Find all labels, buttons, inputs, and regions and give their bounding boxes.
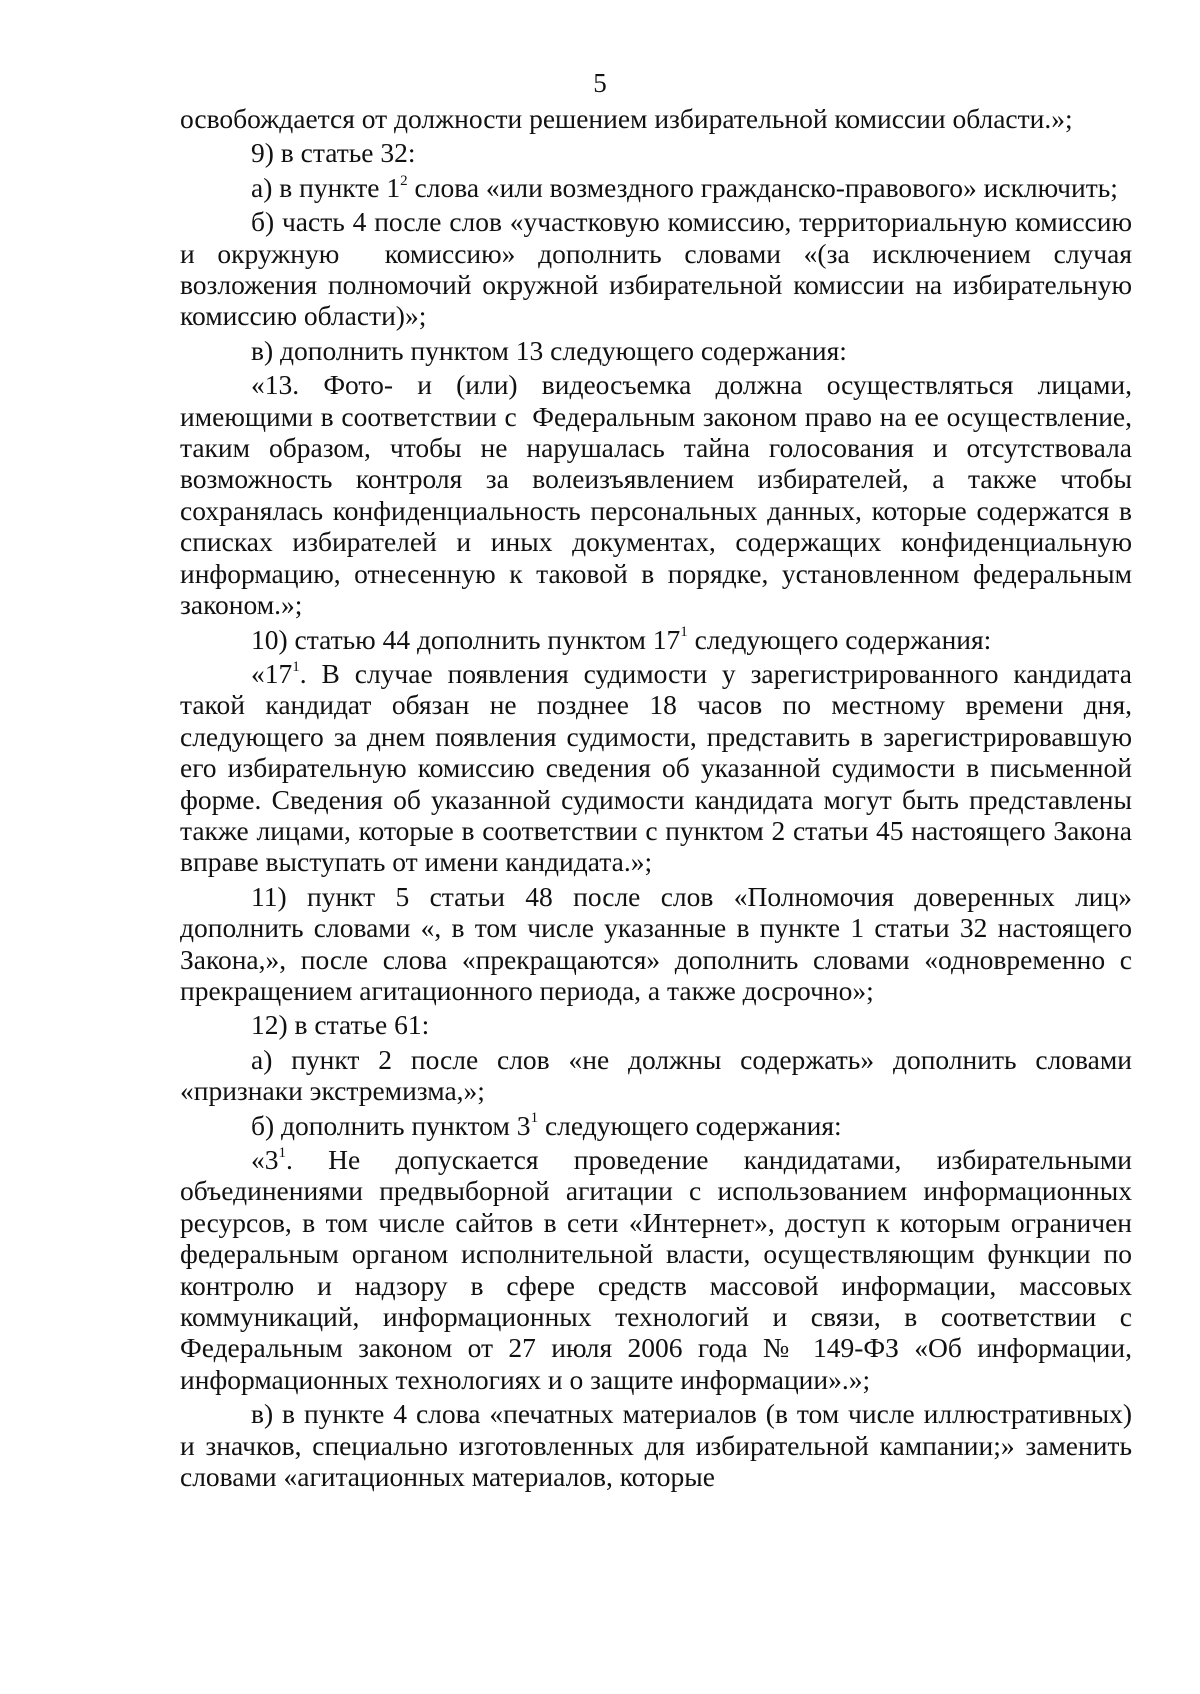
paragraph-text: освобождается от должности решением избирательной комиссии области.»; (180, 103, 1073, 134)
paragraph (180, 880, 1139, 1007)
paragraph (180, 206, 1139, 332)
paragraph-text: б) дополнить пунктом 3 (251, 1109, 531, 1141)
paragraph-text: 11) пункт 5 статьи 48 после слов «Полномочия доверенных лиц» дополнить словами «, в том числе указанные в пункте 1 статьи 32 настоящего Закона,», после слова «прекращаются» дополнить словами «одновременно с прекращением агитационного периода, а также досрочно»; (180, 880, 1139, 1006)
paragraph (180, 172, 1132, 203)
paragraph-text: следующего содержания: (538, 1109, 842, 1141)
paragraph (180, 1043, 1139, 1107)
paragraph-text: следующего содержания: (687, 623, 992, 655)
paragraph (180, 624, 1132, 655)
paragraph-text: б) часть 4 после слов «участковую комиссию, территориальную комиссию и окружную комиссию» дополнить словами «(за исключением случая возложения полномочий окружной избирательной комиссии на избирательную комиссию области)»; (180, 206, 1139, 332)
paragraph (180, 137, 1132, 168)
paragraph-text: в) дополнить пунктом 13 следующего содержания: (251, 334, 847, 366)
paragraph-text: а) пункт 2 после слов «не должны содержать» дополнить словами «признаки экстремизма,»; (180, 1043, 1139, 1107)
paragraph-text: . В случае появления судимости у зарегистрированного кандидата такой кандидат обязан не позднее 18 часов по местному времени дня, следующего за днем появления судимости, представить в зарегистрировавшую его избирательную комиссию сведения об указанной судимости в письменной форме. Сведения об указанной судимости кандидата могут быть представлены также лицами, которые в соответствии с пунктом 2 статьи 45 настоящего Закона вправе выступать от имени кандидата.»; (180, 657, 1139, 878)
paragraph-text: «17 (251, 657, 293, 689)
paragraph-text: 10) статью 44 дополнить пунктом 17 (251, 623, 681, 655)
paragraph-text: слова «или возмездного гражданско-правового» исключить; (407, 171, 1118, 203)
paragraph (180, 657, 1139, 878)
paragraph-text: а) в пункте 1 (251, 171, 401, 203)
paragraph-text: в) в пункте 4 слова «печатных материалов (в том числе иллюстративных) и значков, специально изготовленных для избирательной кампании;» заменить словами «агитационных материалов, которые (180, 1398, 1139, 1493)
superscript-index: 1 (292, 658, 300, 675)
paragraph-text: . Не допускается проведение кандидатами, избирательными объединениями предвыборной агитации с использованием информационных ресурсов, в том числе сайтов в сети «Интернет», доступ к которым ограничен федеральным органом исполнительной власти, осуществляющим функции по контролю и надзору в сфере средств массовой информации, массовых коммуникаций, информационных технологий и связи, в соответствии с Федеральным законом от 27 июля 2006 года № 149-ФЗ «Об информации, информационных технологиях и о защите информации».»; (180, 1144, 1139, 1395)
paragraph (180, 1144, 1139, 1395)
paragraph-text: «3 (251, 1144, 279, 1175)
paragraph (180, 335, 1132, 366)
superscript-index: 1 (680, 624, 688, 641)
superscript-index: 1 (278, 1144, 286, 1161)
superscript-index: 2 (400, 172, 408, 189)
page-number: 5 (593, 68, 607, 98)
paragraph-text: 12) в статье 61: (251, 1009, 430, 1041)
paragraph (180, 1398, 1139, 1493)
paragraph (180, 369, 1139, 621)
paragraph-text: 9) в статье 32: (251, 137, 416, 169)
paragraph-text: «13. Фото- и (или) видеосъемка должна осуществляться лицами, имеющими в соответствии с Федеральным законом право на ее осуществление, таким образом, чтобы не нарушалась тайна голосования и отсутствовала возможность контроля за волеизъявлением избирателей, а также чтобы сохранялась конфиденциальность персональных данных, которые содержатся в списках избирателей и иных документах, содержащих конфиденциальную информацию, отнесенную к таковой в порядке, установленном федеральным законом.»; (180, 369, 1139, 621)
paragraph (180, 1009, 1132, 1040)
document-body (180, 103, 1139, 1493)
superscript-index: 1 (530, 1110, 539, 1127)
paragraph (180, 103, 1132, 134)
paragraph (180, 1110, 1132, 1141)
